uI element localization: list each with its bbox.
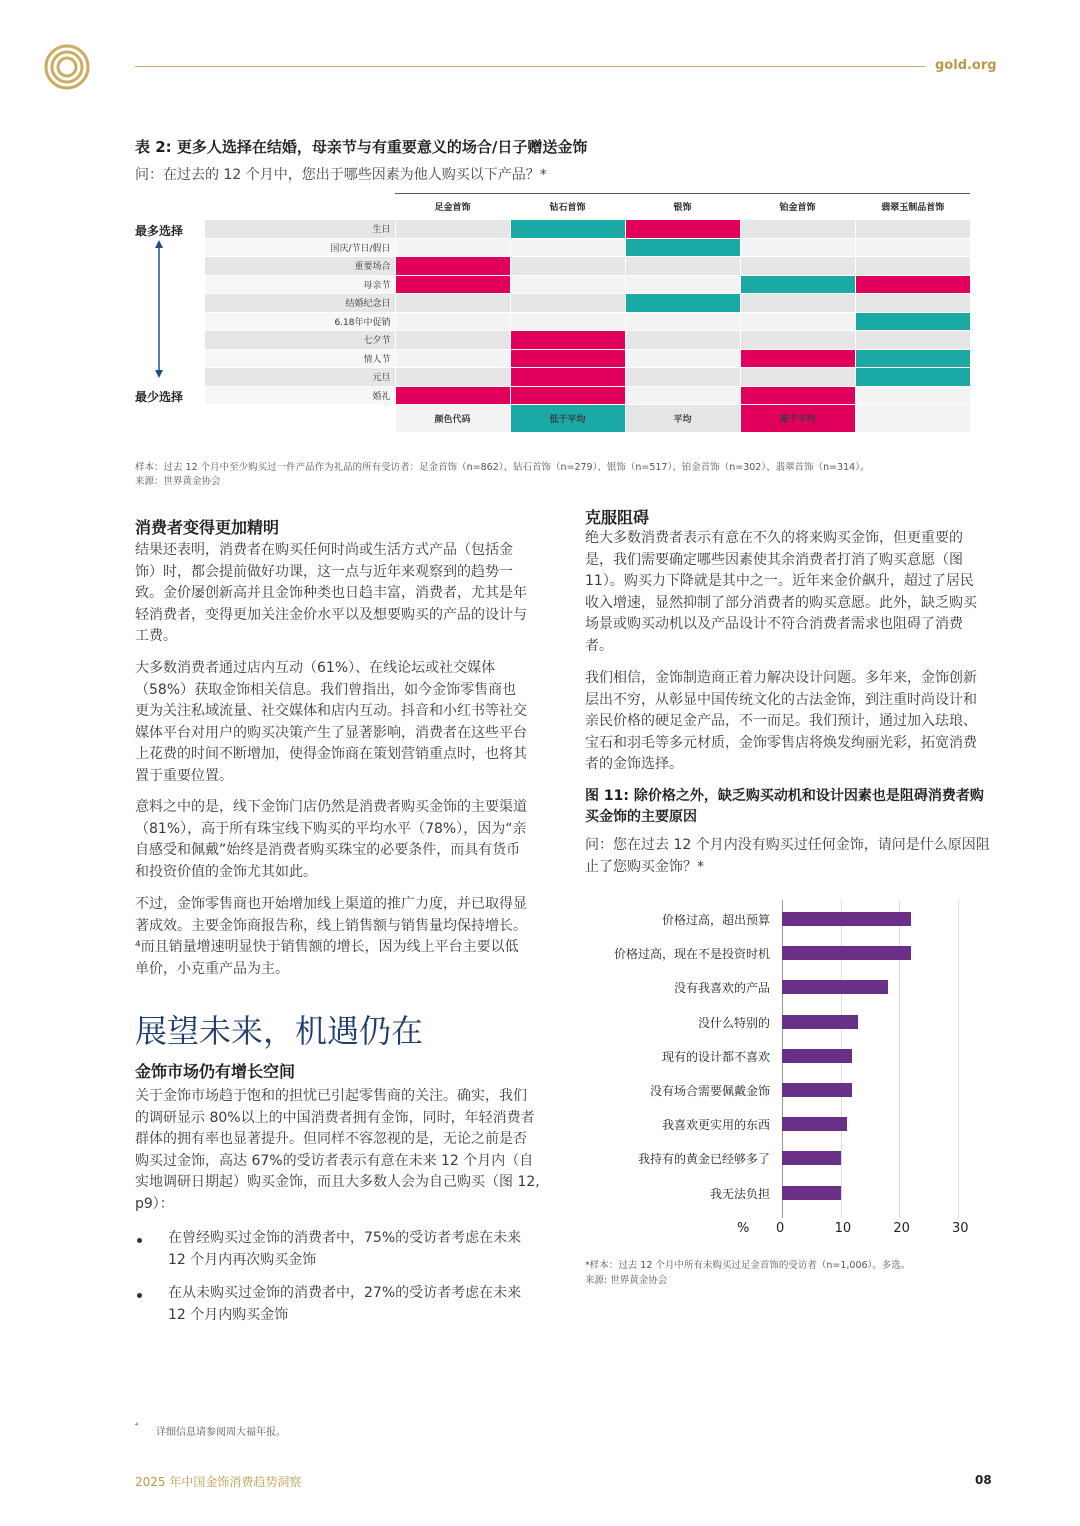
- heat-cell: [510, 294, 625, 313]
- axis-unit-label: %: [737, 1221, 750, 1236]
- heat-cell: [510, 257, 625, 276]
- heat-cell: [625, 220, 740, 239]
- heat-cell: [740, 238, 855, 257]
- bar: [782, 1186, 841, 1200]
- bar-chart: [585, 895, 985, 1245]
- heat-cell: [855, 238, 970, 257]
- heat-cell: [625, 386, 740, 405]
- heat-cell: [625, 238, 740, 257]
- bar: [782, 1049, 852, 1063]
- heat-cell: [625, 331, 740, 350]
- table-title: 表 2: 更多人选择在结婚，母亲节与有重要意义的场合/日子赠送金饰: [135, 138, 588, 156]
- figure-title: 图 11: 除价格之外，缺乏购买动机和设计因素也是阻碍消费者购买金饰的主要原因: [585, 788, 984, 825]
- heatmap-row: [205, 386, 970, 405]
- gold-circles-logo-icon: [44, 44, 90, 90]
- bar-label: 我喜欢更实用的东西: [661, 1118, 770, 1133]
- x-tick-label: 30: [952, 1221, 969, 1236]
- heatmap-row: [205, 257, 970, 276]
- heatmap-row: [205, 220, 970, 239]
- section-title-barriers: 克服阻碍: [585, 508, 650, 527]
- heat-cell: [625, 257, 740, 276]
- paragraph: 意料之中的是，线下金饰门店仍然是消费者购买金饰的主要渠道（81%），高于所有珠宝线下购买的平均水平（78%），因为“亲自感受和佩戴”始终是消费者购买珠宝的必要条件，而具有货币和投资价值的金饰尤其如此。: [135, 799, 527, 880]
- col-header: 铂金首饰: [740, 194, 855, 220]
- heat-cell: [510, 312, 625, 331]
- heat-cell: [855, 312, 970, 331]
- row-label: 元旦: [205, 368, 395, 387]
- x-tick-label: 20: [893, 1221, 910, 1236]
- heat-cell: [625, 368, 740, 387]
- figure-note: *样本：过去 12 个月中所有未购买过足金首饰的受访者（n=1,006）。多选。: [585, 1260, 911, 1271]
- heat-cell: [510, 349, 625, 368]
- heat-cell: [395, 386, 510, 405]
- figure-question: 问：您在过去 12 个月内没有购买过任何金饰，请问是什么原因阻止了您购买金饰？*: [585, 837, 990, 875]
- section-title-smart-consumers: 消费者变得更加精明: [135, 518, 280, 537]
- heatmap-row: [205, 349, 970, 368]
- heat-cell: [395, 312, 510, 331]
- heat-cell: [625, 349, 740, 368]
- bar-label: 没有场合需要佩戴金饰: [649, 1084, 770, 1098]
- paragraph: 大多数消费者通过店内互动（61%）、在线论坛或社交媒体（58%）获取金饰相关信息。我们曾指出，如今金饰零售商也更为关注私域流量、社交媒体和店内互动。抖音和小红书等社交媒体平台对用户的购买决策产生了显著影响，消费者在这些平台上花费的时间不断增加，使得金饰商在策划营销重点时，也将其置于重要位置。: [135, 660, 527, 784]
- col-header: 足金首饰: [395, 194, 510, 220]
- heat-cell: [625, 312, 740, 331]
- bullet-item: 在从未购买过金饰的消费者中，27%的受访者考虑在未来 12 个月内购买金饰: [168, 1285, 522, 1323]
- bar-label: 我持有的黄金已经够多了: [637, 1152, 770, 1167]
- legend-high: 高于平均: [740, 405, 855, 433]
- heat-cell: [740, 220, 855, 239]
- heat-cell: [510, 238, 625, 257]
- heat-cell: [625, 275, 740, 294]
- bar: [782, 912, 911, 926]
- x-tick-label: 0: [776, 1221, 785, 1236]
- heatmap-row: [205, 275, 970, 294]
- heat-cell: [395, 294, 510, 313]
- bar-label: 价格过高，现在不是投资时机: [613, 947, 770, 962]
- heat-cell: [740, 331, 855, 350]
- heat-cell: [395, 331, 510, 350]
- bar-label: 没有我喜欢的产品: [673, 981, 770, 996]
- bar: [782, 946, 911, 960]
- most-selected-label: 最多选择: [135, 224, 184, 238]
- row-label: 七夕节: [205, 331, 395, 350]
- legend-title: 颜色代码: [395, 405, 510, 433]
- section-title-growth: 金饰市场仍有增长空间: [135, 1062, 296, 1081]
- heat-cell: [855, 220, 970, 239]
- paragraph: 绝大多数消费者表示有意在不久的将来购买金饰，但更重要的是，我们需要确定哪些因素使其余消费者打消了购买意愿（图 11）。购买力下降就是其中之一。近年来金价飙升，超过了居民收入增速，显然抑制了部分消费者的购买意愿。此外，缺乏购买场景或购买动机以及产品设计不符合消费者需求也阻碍了消费者。: [585, 530, 977, 654]
- heat-cell: [625, 294, 740, 313]
- table-note: 样本：过去 12 个月中至少购买过一件产品作为礼品的所有受访者：足金首饰（n=862）、钻石首饰（n=279）、银饰（n=517）、铂金首饰（n=302）、翡翠首饰（n=314）。: [135, 462, 870, 473]
- table-source: 来源：世界黄金协会: [135, 476, 221, 487]
- bar-label: 没什么特别的: [697, 1015, 770, 1030]
- heat-cell: [855, 331, 970, 350]
- paragraph: 不过，金饰零售商也开始增加线上渠道的推广力度，并已取得显著成效。主要金饰商报告称，线上销售额与销售量均保持增长。⁴而且销量增速明显快于销售额的增长，因为线上平台主要以低单价，小克重产品为主。: [135, 896, 527, 977]
- heat-cell: [395, 257, 510, 276]
- col-header: 钻石首饰: [510, 194, 625, 220]
- row-label: 情人节: [205, 349, 395, 368]
- bullet-item: 在曾经购买过金饰的消费者中，75%的受访者考虑在未来 12 个月内再次购买金饰: [168, 1230, 522, 1268]
- report-title: 2025 年中国金饰消费趋势洞察: [135, 1475, 302, 1489]
- up-down-arrow-icon: [153, 240, 165, 378]
- heat-cell: [855, 294, 970, 313]
- heat-cell: [395, 220, 510, 239]
- row-label: 重要场合: [205, 257, 395, 276]
- row-label: 国庆/节日/假日: [205, 238, 395, 257]
- bullet-icon: [137, 1238, 142, 1243]
- least-selected-label: 最少选择: [135, 390, 184, 404]
- header-rule: [135, 66, 925, 67]
- legend-low: 低于平均: [510, 405, 625, 433]
- legend-avg: 平均: [625, 405, 740, 433]
- heat-cell: [395, 368, 510, 387]
- heatmap-row: [205, 312, 970, 331]
- row-label: 结婚纪念日: [205, 294, 395, 313]
- site-link[interactable]: gold.org: [935, 58, 997, 73]
- heat-cell: [740, 386, 855, 405]
- heat-cell: [855, 275, 970, 294]
- heat-cell: [740, 294, 855, 313]
- figure-source: 来源: 世界黄金协会: [585, 1275, 668, 1286]
- heat-cell: [510, 368, 625, 387]
- row-label: 母亲节: [205, 275, 395, 294]
- paragraph: 结果还表明，消费者在购买任何时尚或生活方式产品（包括金饰）时，都会提前做好功课，这一点与近年来观察到的趋势一致。金价屡创新高并且金饰种类也日趋丰富，消费者，尤其是年轻消费者，变得更加关注金价水平以及想要购买的产品的设计与工费。: [135, 542, 527, 645]
- heatmap-row: [205, 368, 970, 387]
- heat-cell: [510, 331, 625, 350]
- footnote-number: ⁴: [135, 1421, 139, 1430]
- heat-cell: [740, 312, 855, 331]
- col-header: 银饰: [625, 194, 740, 220]
- big-heading: 展望未来，机遇仍在: [135, 1012, 424, 1050]
- bar-label: 我无法负担: [709, 1186, 770, 1201]
- heat-cell: [740, 257, 855, 276]
- page-number: 08: [975, 1473, 992, 1487]
- paragraph: 关于金饰市场趋于饱和的担忧已引起零售商的关注。确实，我们的调研显示 80%以上的中国消费者拥有金饰，同时，年轻消费者群体的拥有率也显著提升。但同样不容忽视的是，无论之前是否购买过金饰，高达 67%的受访者表示有意在未来 12 个月内（自实地调研日期起）购买金饰，而且大多数人会为自己购买（图 12, p9）：: [135, 1088, 540, 1212]
- footnote: 详细信息请参阅周大福年报。: [156, 1427, 286, 1438]
- heat-cell: [855, 368, 970, 387]
- bar: [782, 1151, 841, 1165]
- table-question: 问：在过去的 12 个月中，您出于哪些因素为他人购买以下产品？*: [135, 167, 547, 183]
- heat-cell: [510, 220, 625, 239]
- bar-label: 现有的设计都不喜欢: [661, 1049, 770, 1064]
- paragraph: 我们相信，金饰制造商正着力解决设计问题。多年来，金饰创新层出不穷，从彰显中国传统文化的古法金饰，到注重时尚设计和亲民价格的硬足金产品，不一而足。我们预计，通过加入珐琅、宝石和羽毛等多元材质，金饰零售店将焕发绚丽光彩，拓宽消费者的金饰选择。: [585, 670, 977, 773]
- bar: [782, 980, 888, 994]
- bar: [782, 1015, 858, 1029]
- x-tick-label: 10: [834, 1221, 852, 1236]
- heatmap-row: [205, 294, 970, 313]
- bar-label: 价格过高，超出预算: [661, 913, 770, 927]
- row-label: 6.18年中促销: [205, 312, 395, 331]
- gridline: [958, 900, 959, 1218]
- bar: [782, 1083, 852, 1097]
- col-header: 翡翠玉制品首饰: [855, 194, 970, 220]
- row-label: 生日: [205, 220, 395, 239]
- heat-cell: [395, 275, 510, 294]
- heat-cell: [855, 386, 970, 405]
- heat-cell: [740, 349, 855, 368]
- heatmap-row: [205, 331, 970, 350]
- bar: [782, 1117, 847, 1131]
- heat-cell: [395, 238, 510, 257]
- bullet-icon: [137, 1293, 142, 1298]
- heat-cell: [855, 349, 970, 368]
- heat-cell: [740, 275, 855, 294]
- heat-cell: [855, 257, 970, 276]
- heat-cell: [740, 368, 855, 387]
- row-label: 婚礼: [205, 386, 395, 405]
- occasion-heatmap: [205, 193, 970, 433]
- heat-cell: [510, 386, 625, 405]
- heatmap-row: [205, 238, 970, 257]
- heat-cell: [510, 275, 625, 294]
- heat-cell: [395, 349, 510, 368]
